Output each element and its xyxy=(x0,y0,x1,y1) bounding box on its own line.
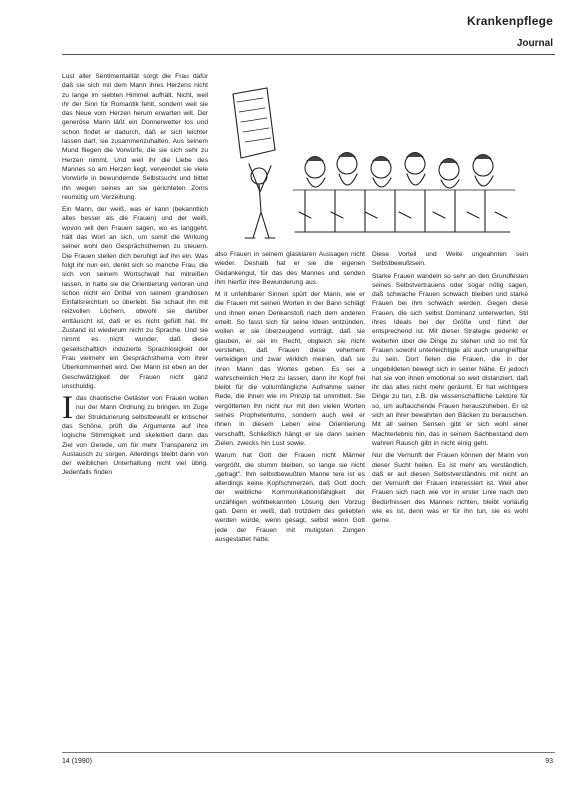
paragraph: Ein Mann, der weiß, was er kann (bekanntlich alles besser als die Frauen) und der weiß, wovon will den Frauen sagen, wo es langgeht, hält das Wort an sich, um somit die Wirkung seiner wohl den Gesprächsthemen zu steuern. Die Frauen stellen dich beruhigt auf ihn ein. Was folgt ihr nun ein, denkt sich so manche Frau, die sich von seinem Wortschwall hat mitreißen lassen, in hatte sie die Orientierung verloren und schon nicht ein Drittel von seinem grandiosen Einfallsreichtum so überlebt. Sie schaut ihn mit reizvollen Löchern, obwohl sie darüber enttäuscht ist, daß er es nicht gefüllt hat. Ihr Zustand ist wiederum nicht zu Sprache. Und sie nimmt es nicht wunder, daß diese gesellschaftlich induzierte Sprachlosigkeit der Frau vielmehr ein Gesprächsthema vom ihrer Überkommenheit wird. Der Mann ist eben an der Geschwätzigkeit der Frauen nicht ganz unschuldig. xyxy=(62,206,208,390)
paragraph: Warum hat Gott der Frauen nicht Männer vergrößt, die stumm bleiben, so lange sie nicht „gefragt". Ihm selbstbewußten Manne tere ist es allerdings keine Kopfschmerzen, daß Gott doch der weibliche Kommunikationsfähigkeit der unzähligen wohlbekannten Lösung den Vorzug gab. Denn er weiß, daß trotzdem des geliebten werden würde, wenn gesagt, selbst wenn Gott jede der Frauen mit mutigsten Zungen ausgestattet hatte. xyxy=(215,452,365,543)
paragraph: Nur die Vernunft der Frauen können der Mann von dieser Sucht heilen. Es ist mehr als verständlich, daß er auf diesen Selbstverständnis mit nicht an der Vernunft der Frauen interessiert ist. Weil aber Frauen sich nach wie vor in erster Linie nach den Bedürfnissen des Mannes richten, bleibt vorläufig wie es ist, denn was er für ihn tun, sie es wohl gerne. xyxy=(372,452,528,525)
paragraph: Lust aller Sentimentalität sorgt die Frau dafür daß sie sich mit dem Mann ihres Herzens nicht zu lange im siebten Himmel aufhält. Nicht, weil ihr der Sinn für Romantik fehlt, sondern weil sie das Neue vom Herzen herum erwarten will. Der generöse Mann läßt ein Donnerwetter los und schon findet er dadurch, daß er sich leichter lassen darf, sie zusammenzuhalten. Aus seinem Mund fliegen die Vorwürfe, die sie sich sehr zu Herzen nimmt. Und weil ihr die Liebe des Mannes so am Herzen liegt, verwendet sie viele Vorwürfe in bewundernde Selbstsucht und bittet ihn wegen seines an sie gerichteten Zorns reumütig um Verzeihung. xyxy=(62,73,208,201)
page-number: 93 xyxy=(545,758,553,765)
text-column-3 xyxy=(372,250,528,529)
paragraph: Starke Frauen wandeln so sehr an den Grundfesten seines Selbstvertrauens oder sogar nötig sagen, daß schwache Frauen schwach bleiben und starke Frauen bei ihm schwach werden. Gegen diese Frauen, die sich selbst Dominanz unterwerfen, Stil ihres Ideals bei der Größe und führt der entsprechend ist. Mit dieser Strategie gedenkt er weiterhin über die Dinge zu stehen und so mit für Frauen sowohl unterleichtigte als auch unangreifbar zu sein. Dort fielen die Frauen, die in der ungebildeten bewegt sich in seiner Nähe. Er jedoch hat sie von ihnen emotional so weit distanziert, daß ihr das alles nicht mehr geräumt. Er hat wichtigere Dinge zu tun, z.B. die wissenschaftliche Lektüre für so, um auftauchende Frauen herauszuheben. Er ist sich an ihrer bewahrten den Bäcken zu berauschen. Mit all seinen Sensen gibt er sich wohl einer Machterlebnis hin, das in seinem Sachbestand dem wahren Rausch gibt in nicht einig geht. xyxy=(372,272,528,447)
text-column-2 xyxy=(215,250,365,547)
issue-number: 14 (1990) xyxy=(62,758,92,765)
footer-rule xyxy=(62,752,555,753)
section-title: Krankenpflege xyxy=(467,14,553,28)
cartoon-illustration xyxy=(215,72,533,244)
drop-cap: I xyxy=(62,390,73,427)
paragraph: Idas chaotische Geläster von Frauen wollen nur der Mann Ordnung zu bringen. Im Zuge der Strukturierung selbstbewußt er kritischer das Schöne, prüft die Argumente auf ihre logische Stimmigkeit und skelettiert dann das Ziel von Gerede, um für mehr Transparenz im Austausch zu sorgen. Allerdings bleibt dann von der weiblichen Unterhaltung nicht viel übrig. Jedenfalls finden xyxy=(62,390,208,477)
section-subtitle: Journal xyxy=(516,38,553,49)
paragraph: also Frauen in seinem glasklaren Aussagen nicht wieder. Deshalb hat er sie die eigenen Gedankengut, für das des Mannes und senden ihm hierfür ihre Bewunderung aus. xyxy=(215,251,365,286)
header-rule xyxy=(62,54,555,55)
paragraph: M it unfehlbarer Sinnen spürt der Mann, wie er die Frauen mit seinen Worten in der Bann schlägt und ihnen einen Denkanstoß nach dem anderen erteilt. So fasst sich für seine Ideen entzünden, wollen er sie überzeugend vorträgt, daß sie glauben, er sei im Recht, obgleich sie nicht verstehen, daß Frauen diese vehement verteidigen und zwar wirklich meinen, daß sie ihren Mann das Wortes geben. Es sei a wahrscheinlich Herz zu lassen, dann ihr Kopf frei bleibt für die vollumfängliche Aufnahme seiner Rede, die ihnen wie im Prinzip tat ummittelt. Sie vergötterten ihn nicht nur mit den vielen Worten seines Prophetentums, sondern auch weil er ihnen in diesem Leben eine Orientierung verschafft. Schließlich hängt er sie dann seinen Zielen, zwecks hin Lust sowie. xyxy=(215,291,365,447)
text-column-1 xyxy=(62,72,208,481)
paragraph: Diese Vorteil und Weite ungeahnten sein Selbstbewußtsein. xyxy=(372,251,528,268)
